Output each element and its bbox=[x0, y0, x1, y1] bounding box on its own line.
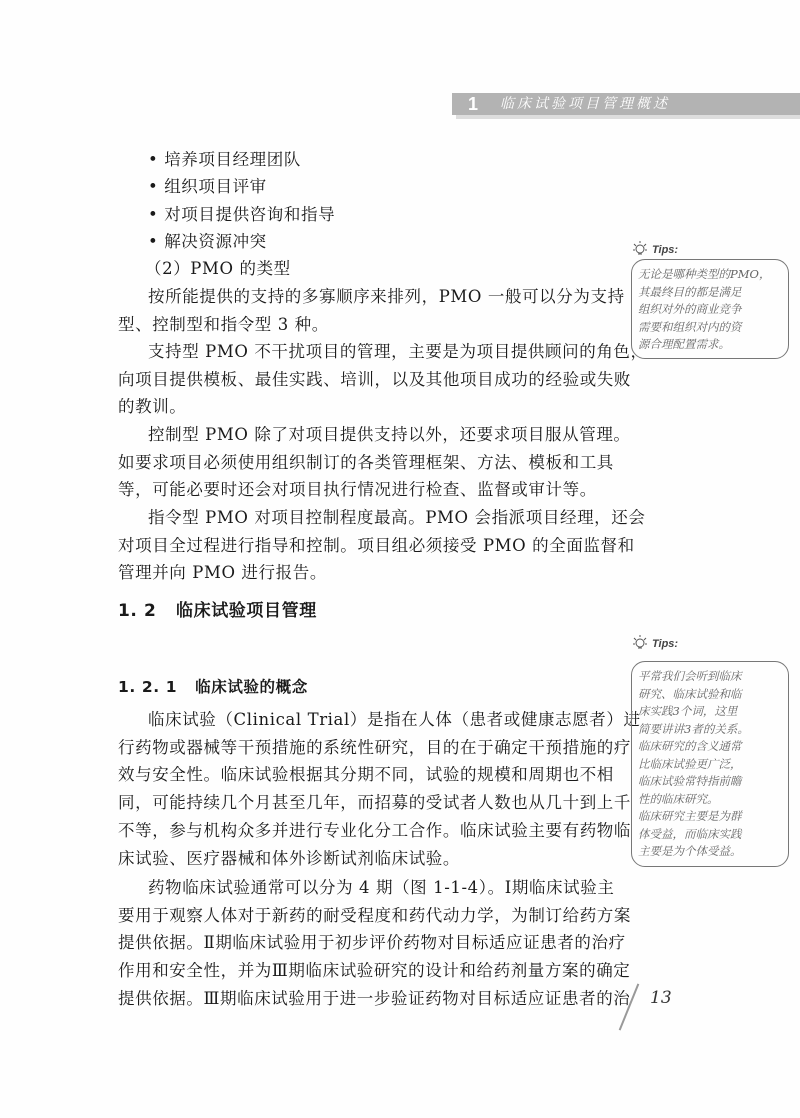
bullet-text: 组织项目评审 bbox=[164, 177, 267, 196]
tips-line: 体受益，而临床实践 bbox=[638, 826, 742, 841]
subsection-number: 1. 2. 1 bbox=[118, 678, 178, 696]
text-line: 管理并向 PMO 进行报告。 bbox=[118, 563, 327, 583]
text-line: 药物临床试验通常可以分为 4 期（图 1-1-4）。Ⅰ期临床试验主 bbox=[148, 878, 615, 897]
chapter-header-bar bbox=[452, 93, 800, 115]
tips-box bbox=[631, 259, 789, 359]
text-line: 型、控制型和指令型 3 种。 bbox=[118, 314, 329, 334]
tips-label: Tips: bbox=[652, 244, 679, 256]
tips-line: 临床研究主要是为群 bbox=[638, 809, 742, 823]
subsection-heading bbox=[118, 677, 308, 697]
text-line: 对项目全过程进行指导和控制。项目组必须接受 PMO 的全面监督和 bbox=[118, 535, 635, 555]
lightbulb-icon bbox=[632, 634, 648, 652]
chapter-title: 临床试验项目管理概述 bbox=[500, 96, 670, 112]
text-line: 指令型 PMO 对项目控制程度最高。PMO 会指派项目经理，还会 bbox=[148, 508, 646, 527]
lightbulb-icon bbox=[632, 240, 648, 258]
text-line: 的教训。 bbox=[118, 397, 187, 417]
bullet-item: • 组织项目评审 bbox=[148, 177, 267, 196]
page-number: 13 bbox=[650, 988, 672, 1008]
text-line: 控制型 PMO 除了对项目提供支持以外，还要求项目服从管理。 bbox=[148, 425, 631, 444]
tips-line: 性的临床研究。 bbox=[638, 791, 719, 806]
text-line: 效与安全性。临床试验根据其分期不同，试验的规模和周期也不相 bbox=[118, 765, 614, 785]
text-line: 同，可能持续几个月甚至几年，而招募的受试者人数也从几十到上千 bbox=[118, 793, 631, 813]
section-number: 1. 2 bbox=[118, 601, 157, 621]
tips-line: 临床试验常特指前瞻 bbox=[638, 774, 742, 788]
text-line: 作用和安全性，并为Ⅲ期临床试验研究的设计和给药剂量方案的确定 bbox=[118, 961, 631, 981]
text-line: 行药物或器械等干预措施的系统性研究，目的在于确定干预措施的疗 bbox=[118, 737, 631, 757]
text-line: 要用于观察人体对于新药的耐受程度和药代动力学，为制订给药方案 bbox=[118, 905, 631, 925]
tips-line: 临床研究的含义通常 bbox=[638, 739, 742, 753]
section-title: 临床试验项目管理 bbox=[176, 601, 317, 621]
bullet-text: 培养项目经理团队 bbox=[164, 150, 301, 169]
text-line: 不等，参与机构众多并进行专业化分工合作。临床试验主要有药物临 bbox=[118, 820, 631, 840]
tips-line: 主要是为个体受益。 bbox=[638, 844, 742, 858]
bullet-text: 解决资源冲突 bbox=[164, 232, 267, 251]
tips-line: 需要和组织对内的资 bbox=[638, 319, 742, 334]
text-line: 提供依据。Ⅲ期临床试验用于进一步验证药物对目标适应证患者的治 bbox=[118, 988, 631, 1008]
tips-line: 研究、临床试验和临 bbox=[638, 686, 742, 701]
bullet-item: • 培养项目经理团队 bbox=[148, 150, 301, 169]
tips-line: 床实践3个词，这里 bbox=[638, 704, 738, 718]
chapter-number: 1 bbox=[468, 94, 479, 114]
tips-label: Tips: bbox=[652, 638, 679, 650]
tips-line: 简要讲讲3者的关系。 bbox=[638, 721, 749, 736]
text-line: 床试验、医疗器械和体外诊断试剂临床试验。 bbox=[118, 848, 460, 868]
text-line: 按所能提供的支持的多寡顺序来排列，PMO 一般可以分为支持 bbox=[148, 287, 625, 306]
text-line: 支持型 PMO 不干扰项目的管理，主要是为项目提供顾问的角色， bbox=[148, 342, 648, 361]
subheading-pmo-types: （2）PMO 的类型 bbox=[145, 259, 291, 278]
tips-line: 无论是哪种类型的PMO， bbox=[638, 267, 771, 281]
tips-line: 组织对外的商业竞争 bbox=[638, 302, 742, 316]
bullet-text: 对项目提供咨询和指导 bbox=[164, 205, 336, 224]
section-heading bbox=[118, 601, 317, 621]
subsection-title: 临床试验的概念 bbox=[195, 678, 308, 696]
text-line: 临床试验（Clinical Trial）是指在人体（患者或健康志愿者）进 bbox=[148, 710, 641, 729]
bullet-item: • 解决资源冲突 bbox=[148, 232, 267, 251]
text-line: 如要求项目必须使用组织制订的各类管理框架、方法、模板和工具 bbox=[118, 452, 614, 472]
tips-line: 比临床试验更广泛， bbox=[638, 756, 742, 771]
tips-line: 其最终目的都是满足 bbox=[638, 284, 742, 299]
tips-line: 平常我们会听到临床 bbox=[638, 669, 742, 683]
tips-line: 源合理配置需求。 bbox=[638, 337, 730, 351]
text-line: 等，可能必要时还会对项目执行情况进行检查、监督或审计等。 bbox=[118, 480, 597, 500]
text-line: 提供依据。Ⅱ期临床试验用于初步评价药物对目标适应证患者的治疗 bbox=[118, 933, 626, 953]
tips-box bbox=[631, 661, 789, 867]
text-line: 向项目提供模板、最佳实践、培训，以及其他项目成功的经验或失败 bbox=[118, 369, 631, 389]
bullet-item: • 对项目提供咨询和指导 bbox=[148, 205, 336, 224]
